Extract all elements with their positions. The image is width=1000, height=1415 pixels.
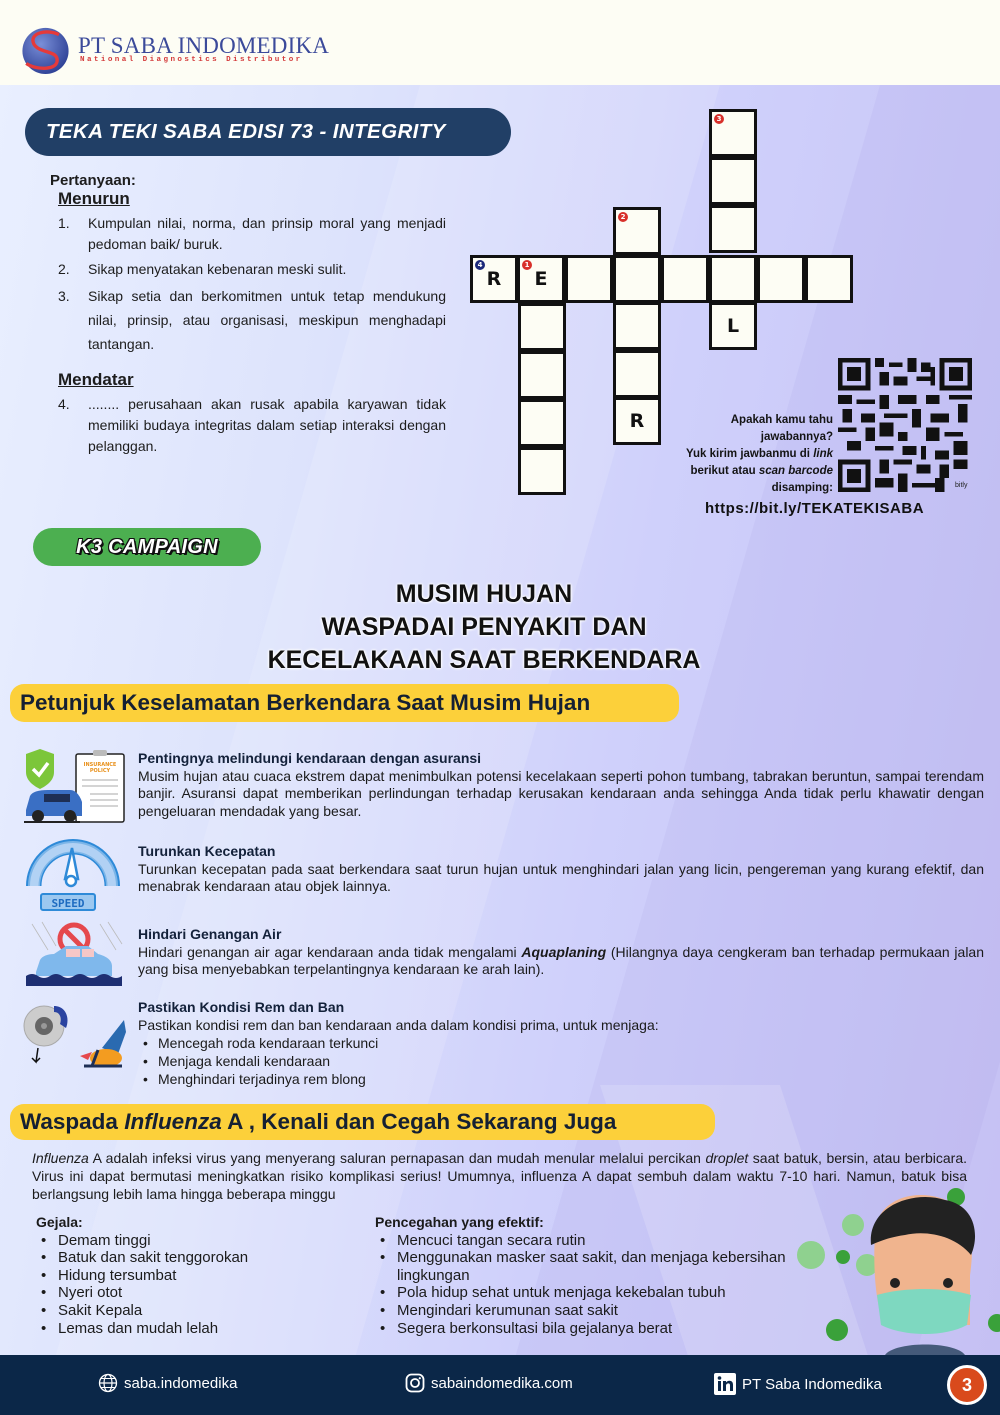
crossword-cell[interactable]	[518, 399, 566, 447]
crossword-cell[interactable]: L	[709, 302, 757, 350]
down-label: Menurun	[58, 189, 130, 208]
footer-linkedin[interactable]: PT Saba Indomedika	[714, 1373, 882, 1395]
crossword-cell[interactable]	[613, 350, 661, 398]
tip-insurance	[138, 750, 984, 820]
clue-number-badge: 2	[618, 212, 628, 222]
bitly-brand: bitly	[955, 482, 968, 489]
clue-item: 2. Sikap menyatakan kebenaran meski sulit.	[58, 261, 347, 277]
safety-tips-heading: Petunjuk Keselamatan Berkendara Saat Musim Hujan	[10, 684, 679, 722]
crossword-cell[interactable]	[518, 447, 566, 495]
saba-globe-logo-icon	[20, 25, 71, 75]
list-item: • Sakit Kepala	[36, 1302, 356, 1320]
crossword-cell[interactable]: 1 E	[517, 255, 565, 303]
crossword-cell[interactable]: R	[613, 397, 661, 445]
instagram-icon	[405, 1373, 425, 1393]
crossword-cell[interactable]	[805, 255, 853, 303]
prevention-list: Pencegahan yang efektif: • Mencuci tangan secara rutin • Menggunakan masker saat sakit, dan menjaga kebersihan lingkungan • Pola hidup sehat untuk menjaga kekebalan tubuh • Mengindari kerumunan saat sakit • Segera berkonsultasi bila gejalanya berat	[375, 1214, 795, 1337]
questions-label: Pertanyaan:	[50, 172, 136, 189]
list-item: • Mengindari kerumunan saat sakit	[375, 1302, 795, 1320]
footer-instagram[interactable]: sabaindomedika.com	[405, 1373, 573, 1393]
across-label: Mendatar	[58, 370, 134, 389]
influenza-heading: Waspada Influenza A , Kenali dan Cegah Sekarang Juga	[10, 1104, 715, 1140]
crossword-cell[interactable]	[518, 303, 566, 351]
list-item: • Menggunakan masker saat sakit, dan menjaga kebersihan lingkungan	[375, 1249, 795, 1284]
list-item: • Lemas dan mudah lelah	[36, 1320, 356, 1338]
tip-title: Hindari Genangan Air	[138, 926, 282, 942]
crossword-cell[interactable]	[709, 205, 757, 253]
clue-item: 1. Kumpulan nilai, norma, dan prinsip moral yang menjadi pedoman baik/ buruk.	[58, 215, 446, 252]
tip-body: Hindari genangan air agar kendaraan anda tidak mengalami Aquaplaning (Hilangnya daya cengkeram ban terhadap permukaan jalan yang bisa menyebabkan terpelantingnya kendaraan ke arah lain).	[138, 943, 985, 977]
tip-puddle	[138, 926, 984, 979]
tip-title: Turunkan Kecepatan	[138, 843, 276, 859]
list-item: • Hidung tersumbat	[36, 1267, 356, 1285]
flooded-car-icon	[22, 920, 126, 986]
list-item: • Batuk dan sakit tenggorokan	[36, 1249, 356, 1267]
clue-item: 4. ........ perusahaan akan rusak apabila karyawan tidak memiliki budaya integritas dalam setiap interaksi dengan pelanggan.	[58, 396, 446, 454]
list-item: • Menghindari terjadinya rem blong	[138, 1070, 984, 1088]
page-number-badge: 3	[947, 1365, 987, 1405]
crossword-cell[interactable]	[757, 255, 805, 303]
speedometer-icon	[20, 836, 126, 912]
tip-body: Pastikan kondisi rem dan ban kendaraan anda dalam kondisi prima, untuk menjaga:	[138, 1016, 659, 1033]
company-name: PT SABA INDOMEDIKA	[78, 33, 330, 58]
list-item: • Pola hidup sehat untuk menjaga kekebalan tubuh	[375, 1284, 795, 1302]
company-tagline: National Diagnostics Distributor	[80, 56, 303, 64]
influenza-intro: Influenza A adalah infeksi virus yang menyerang saluran pernapasan dan mudah menular melalui percikan droplet saat batuk, bersin, atau berbicara. Virus ini dapat bermutasi meningkatkan risiko komplikasi serius! Umumnya, influenza A dapat sembuh dalam waktu 7-10 hari. Namun, batuk bisa berlangsung lebih lama hingga beberapa minggu	[32, 1150, 968, 1202]
crossword-cell[interactable]	[518, 351, 566, 399]
clue-number-badge: 3	[714, 114, 724, 124]
linkedin-icon	[714, 1373, 736, 1395]
crossword-cell[interactable]: 4 R	[470, 255, 518, 303]
crossword-cell[interactable]	[709, 157, 757, 205]
tip-speed	[138, 843, 984, 896]
list-item: • Mencuci tangan secara rutin	[375, 1232, 795, 1250]
list-item: • Demam tinggi	[36, 1232, 356, 1250]
puzzle-title-banner: TEKA TEKI SABA EDISI 73 - INTEGRITY	[25, 108, 511, 156]
tip-body: Turunkan kecepatan pada saat berkendara saat turun hujan untuk menghindari jalan yang licin, pengereman yang kurang efektif, dan menabrak kendaraan atau objek lainnya.	[138, 860, 984, 894]
campaign-title: MUSIM HUJAN WASPADAI PENYAKIT DAN KECELAKAAN SAAT BERKENDARA	[267, 580, 701, 674]
qr-code-icon[interactable]	[838, 358, 972, 492]
crossword-cell[interactable]	[565, 255, 613, 303]
footer-website[interactable]: saba.indomedika	[98, 1373, 237, 1393]
globe-icon	[98, 1373, 118, 1393]
tip-bullets	[138, 1034, 984, 1088]
down-clues	[58, 213, 446, 356]
page-footer	[0, 1355, 1000, 1415]
crossword-cell[interactable]	[613, 207, 661, 255]
svg-text:POLICY: POLICY	[89, 768, 111, 774]
crossword-cell[interactable]	[661, 255, 709, 303]
list-item: • Menjaga kendali kendaraan	[138, 1052, 984, 1070]
crossword-cell[interactable]	[613, 255, 661, 303]
page-header	[0, 0, 1000, 85]
crossword-cell[interactable]	[709, 255, 757, 303]
list-item: • Mencegah roda kendaraan terkunci	[138, 1034, 984, 1052]
list-item: • Nyeri otot	[36, 1284, 356, 1302]
puzzle-questions	[50, 172, 446, 457]
brake-pedal-icon	[22, 1002, 126, 1074]
clue-number-badge: 4	[475, 260, 485, 270]
svg-text:SPEED: SPEED	[51, 897, 85, 910]
tip-brakes	[138, 999, 984, 1088]
k3-campaign-badge: K3 CAMPAIGN	[33, 528, 261, 566]
across-clues	[58, 394, 446, 457]
list-item: • Segera berkonsultasi bila gejalanya berat	[375, 1320, 795, 1338]
qr-instructions: Apakah kamu tahu jawabannya? Yuk kirim jawbanmu di link berikut atau scan barcode disamping:	[686, 414, 833, 494]
insurance-car-icon	[20, 748, 126, 826]
tip-body: Musim hujan atau cuaca ekstrem dapat menimbulkan potensi kecelakaan seperti pohon tumbang, tabrakan beruntun, sampai terendam banjir. Asuransi dapat memberikan perlindungan terhadap kerusakan kendaraan anda sehingga Anda tidak perlu khawatir dengan pengeluaran mendadak yang besar.	[138, 767, 984, 819]
svg-text:INSURANCE: INSURANCE	[83, 762, 117, 768]
masked-person-illustration-icon	[775, 1175, 1000, 1355]
crossword-cell[interactable]	[709, 109, 757, 157]
clue-number-badge: 1	[522, 260, 532, 270]
crossword-cell[interactable]	[613, 302, 661, 350]
tip-title: Pastikan Kondisi Rem dan Ban	[138, 999, 345, 1015]
puzzle-link[interactable]: https://bit.ly/TEKATEKISABA	[705, 500, 925, 517]
clue-item: 3. Sikap setia dan berkomitmen untuk tetap mendukung nilai, prinsip, atau organisasi, meskipun menghadapi tantangan.	[58, 288, 446, 352]
tip-title: Pentingnya melindungi kendaraan dengan asuransi	[138, 750, 482, 766]
symptoms-list: Gejala: • Demam tinggi • Batuk dan sakit tenggorokan • Hidung tersumbat • Nyeri otot • Sakit Kepala • Lemas dan mudah lelah	[36, 1214, 356, 1337]
